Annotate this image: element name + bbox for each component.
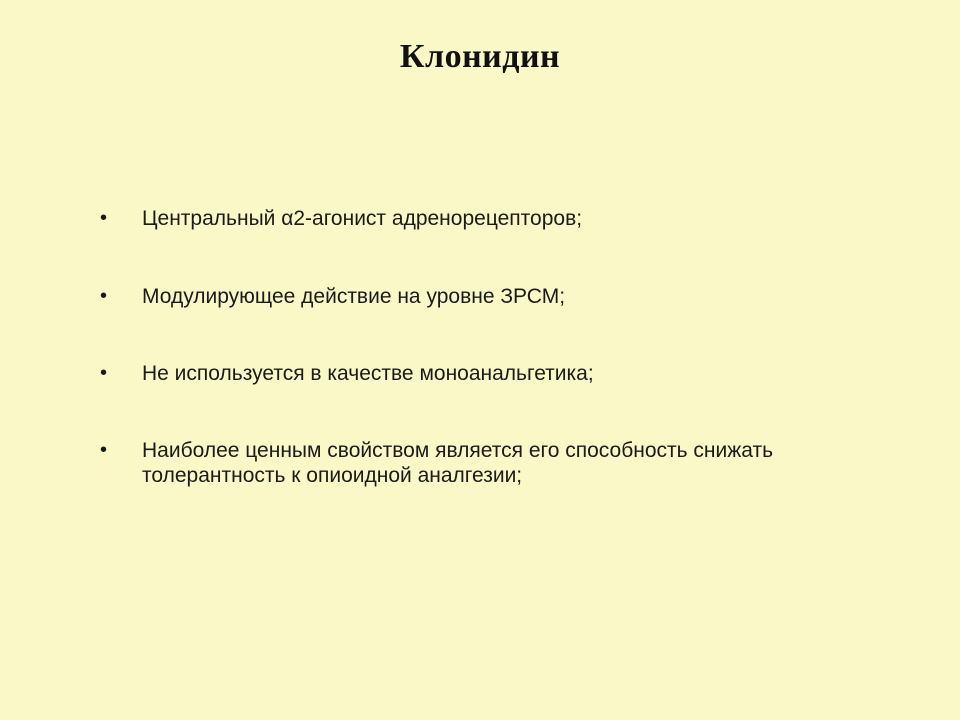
bullet-text: Центральный α2-агонист адренорецепторов; (142, 207, 583, 230)
bullet-item (100, 284, 902, 309)
bullet-item (100, 438, 902, 488)
bullet-text: Не используется в качестве моноанальгетика; (142, 362, 594, 385)
bullet-text: Наиболее ценным свойством является его способность снижать толерантность к опиоидной аналгезии; (142, 439, 774, 487)
bullet-icon: • (100, 439, 108, 461)
bullet-icon: • (100, 362, 108, 384)
bullet-icon: • (100, 207, 108, 229)
bullet-item (100, 361, 902, 386)
bullet-item (100, 206, 902, 231)
bullet-text: Модулирующее действие на уровне ЗРСМ; (142, 285, 566, 308)
slide-title: Клонидин (399, 38, 561, 75)
bullet-icon: • (100, 285, 108, 307)
